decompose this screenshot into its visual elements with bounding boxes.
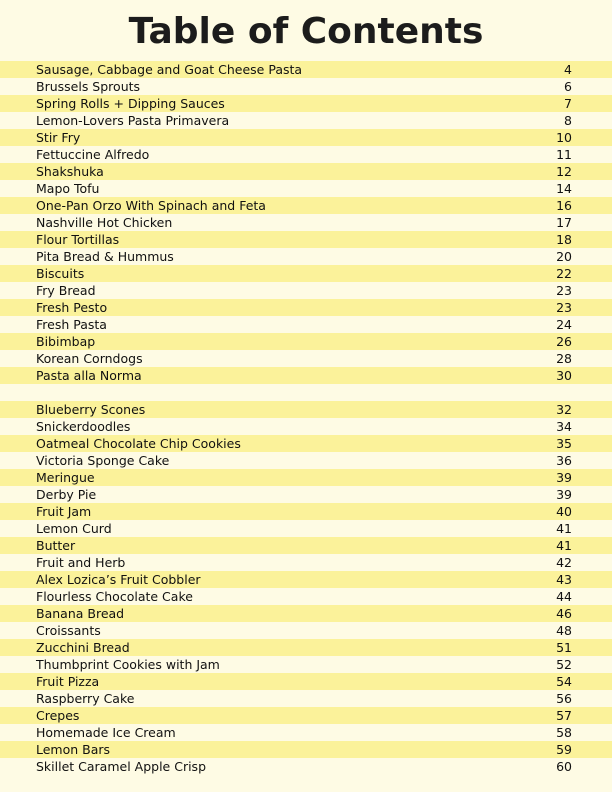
- toc-entry-title: Banana Bread: [36, 606, 125, 621]
- toc-entry[interactable]: [0, 707, 612, 724]
- toc-entry[interactable]: [0, 758, 612, 775]
- toc-entry-page: 35: [556, 436, 572, 451]
- toc-entry-page: 52: [556, 657, 572, 672]
- toc-entry-title: Crepes: [36, 708, 80, 723]
- toc-entry-title: Fettuccine Alfredo: [36, 147, 150, 162]
- toc-entry-title: Brussels Sprouts: [36, 79, 141, 94]
- toc-entry[interactable]: [0, 367, 612, 384]
- toc-entry-page: 56: [556, 691, 572, 706]
- toc-entry-page: 26: [556, 334, 572, 349]
- toc-entry-title: One-Pan Orzo With Spinach and Feta: [36, 198, 266, 213]
- toc-entry-title: Derby Pie: [36, 487, 97, 502]
- toc-entry-title: Lemon-Lovers Pasta Primavera: [36, 113, 230, 128]
- toc-entry-page: 18: [556, 232, 572, 247]
- toc-entry[interactable]: [0, 146, 612, 163]
- toc-entry-page: 23: [556, 300, 572, 315]
- toc-entry-page: 46: [556, 606, 572, 621]
- toc-entry-page: 32: [556, 402, 572, 417]
- toc-entry[interactable]: [0, 452, 612, 469]
- toc-entry[interactable]: [0, 282, 612, 299]
- toc-entry-title: Fresh Pasta: [36, 317, 107, 332]
- toc-entry[interactable]: [0, 588, 612, 605]
- toc-entry[interactable]: [0, 673, 612, 690]
- toc-entry-title: Lemon Bars: [36, 742, 111, 757]
- toc-entry-title: Alex Lozica’s Fruit Cobbler: [36, 572, 201, 587]
- toc-entry[interactable]: [0, 299, 612, 316]
- toc-entry-page: 23: [556, 283, 572, 298]
- toc-list: [0, 61, 612, 775]
- toc-entry-title: Thumbprint Cookies with Jam: [36, 657, 220, 672]
- toc-entry[interactable]: [0, 537, 612, 554]
- toc-entry[interactable]: [0, 248, 612, 265]
- toc-entry[interactable]: [0, 95, 612, 112]
- toc-entry[interactable]: [0, 639, 612, 656]
- toc-entry[interactable]: [0, 316, 612, 333]
- toc-entry[interactable]: [0, 112, 612, 129]
- toc-entry[interactable]: [0, 61, 612, 78]
- toc-entry-page: 43: [556, 572, 572, 587]
- toc-entry-page: 44: [556, 589, 572, 604]
- toc-entry-title: Victoria Sponge Cake: [36, 453, 170, 468]
- toc-entry-title: Bibimbap: [36, 334, 96, 349]
- toc-entry[interactable]: [0, 163, 612, 180]
- toc-entry-page: 41: [556, 521, 572, 536]
- toc-entry-title: Pasta alla Norma: [36, 368, 142, 383]
- toc-entry-title: Lemon Curd: [36, 521, 112, 536]
- toc-entry[interactable]: [0, 333, 612, 350]
- toc-entry-title: Fruit Jam: [36, 504, 92, 519]
- toc-entry[interactable]: [0, 605, 612, 622]
- toc-entry-page: 14: [556, 181, 572, 196]
- toc-entry-page: 42: [556, 555, 572, 570]
- toc-entry-title: Blueberry Scones: [36, 402, 146, 417]
- toc-entry-page: 10: [556, 130, 572, 145]
- toc-entry[interactable]: [0, 214, 612, 231]
- toc-entry-title: Korean Corndogs: [36, 351, 143, 366]
- toc-entry[interactable]: [0, 741, 612, 758]
- toc-entry-title: Oatmeal Chocolate Chip Cookies: [36, 436, 241, 451]
- toc-entry[interactable]: [0, 350, 612, 367]
- toc-entry-page: 34: [556, 419, 572, 434]
- toc-entry-page: 41: [556, 538, 572, 553]
- toc-entry[interactable]: [0, 571, 612, 588]
- toc-entry-page: 17: [556, 215, 572, 230]
- toc-entry-title: Mapo Tofu: [36, 181, 100, 196]
- toc-entry-page: 39: [556, 470, 572, 485]
- toc-entry-title: Spring Rolls + Dipping Sauces: [36, 96, 225, 111]
- toc-entry-title: Fresh Pesto: [36, 300, 108, 315]
- toc-entry[interactable]: [0, 197, 612, 214]
- toc-entry[interactable]: [0, 180, 612, 197]
- toc-entry-title: Flourless Chocolate Cake: [36, 589, 193, 604]
- toc-entry-page: 51: [556, 640, 572, 655]
- toc-entry-title: Skillet Caramel Apple Crisp: [36, 759, 207, 774]
- toc-entry-title: Butter: [36, 538, 76, 553]
- toc-entry-page: 39: [556, 487, 572, 502]
- toc-entry-page: 4: [564, 62, 572, 77]
- toc-entry-title: Zucchini Bread: [36, 640, 130, 655]
- toc-entry-page: 11: [556, 147, 572, 162]
- toc-entry-title: Fruit and Herb: [36, 555, 126, 570]
- toc-entry-title: Snickerdoodles: [36, 419, 131, 434]
- toc-entry-page: 60: [556, 759, 572, 774]
- toc-entry-page: 54: [556, 674, 572, 689]
- toc-entry-title: Fry Bread: [36, 283, 96, 298]
- toc-entry[interactable]: [0, 503, 612, 520]
- toc-entry[interactable]: [0, 129, 612, 146]
- toc-entry[interactable]: [0, 401, 612, 418]
- toc-entry-title: Sausage, Cabbage and Goat Cheese Pasta: [36, 62, 303, 77]
- toc-entry-page: 36: [556, 453, 572, 468]
- toc-entry[interactable]: [0, 418, 612, 435]
- toc-entry-title: Flour Tortillas: [36, 232, 120, 247]
- toc-entry[interactable]: [0, 231, 612, 248]
- toc-entry-title: Stir Fry: [36, 130, 81, 145]
- toc-entry-title: Biscuits: [36, 266, 85, 281]
- toc-entry[interactable]: [0, 690, 612, 707]
- toc-entry-title: Croissants: [36, 623, 101, 638]
- toc-entry[interactable]: [0, 265, 612, 282]
- toc-entry-page: 16: [556, 198, 572, 213]
- toc-entry[interactable]: [0, 486, 612, 503]
- toc-entry[interactable]: [0, 435, 612, 452]
- toc-entry-page: 48: [556, 623, 572, 638]
- toc-entry-page: 57: [556, 708, 572, 723]
- toc-entry-page: 30: [556, 368, 572, 383]
- toc-entry-title: Meringue: [36, 470, 95, 485]
- toc-entry-page: 6: [564, 79, 572, 94]
- toc-entry[interactable]: [0, 520, 612, 537]
- toc-entry[interactable]: [0, 554, 612, 571]
- toc-entry-title: Fruit Pizza: [36, 674, 100, 689]
- toc-entry-page: 20: [556, 249, 572, 264]
- section-gap: [0, 384, 612, 401]
- toc-entry-page: 59: [556, 742, 572, 757]
- toc-entry-page: 12: [556, 164, 572, 179]
- toc-entry[interactable]: [0, 724, 612, 741]
- page-title: Table of Contents: [128, 11, 484, 52]
- toc-entry[interactable]: [0, 622, 612, 639]
- toc-entry-page: 22: [556, 266, 572, 281]
- toc-entry-title: Pita Bread & Hummus: [36, 249, 174, 264]
- toc-entry-page: 24: [556, 317, 572, 332]
- toc-entry[interactable]: [0, 656, 612, 673]
- toc-entry-page: 8: [564, 113, 572, 128]
- toc-entry-page: 58: [556, 725, 572, 740]
- toc-entry-title: Nashville Hot Chicken: [36, 215, 173, 230]
- toc-entry-title: Homemade Ice Cream: [36, 725, 176, 740]
- toc-entry-title: Raspberry Cake: [36, 691, 135, 706]
- toc-entry-page: 40: [556, 504, 572, 519]
- toc-entry-page: 28: [556, 351, 572, 366]
- toc-entry-page: 7: [564, 96, 572, 111]
- toc-entry[interactable]: [0, 78, 612, 95]
- toc-entry-title: Shakshuka: [36, 164, 104, 179]
- toc-entry[interactable]: [0, 469, 612, 486]
